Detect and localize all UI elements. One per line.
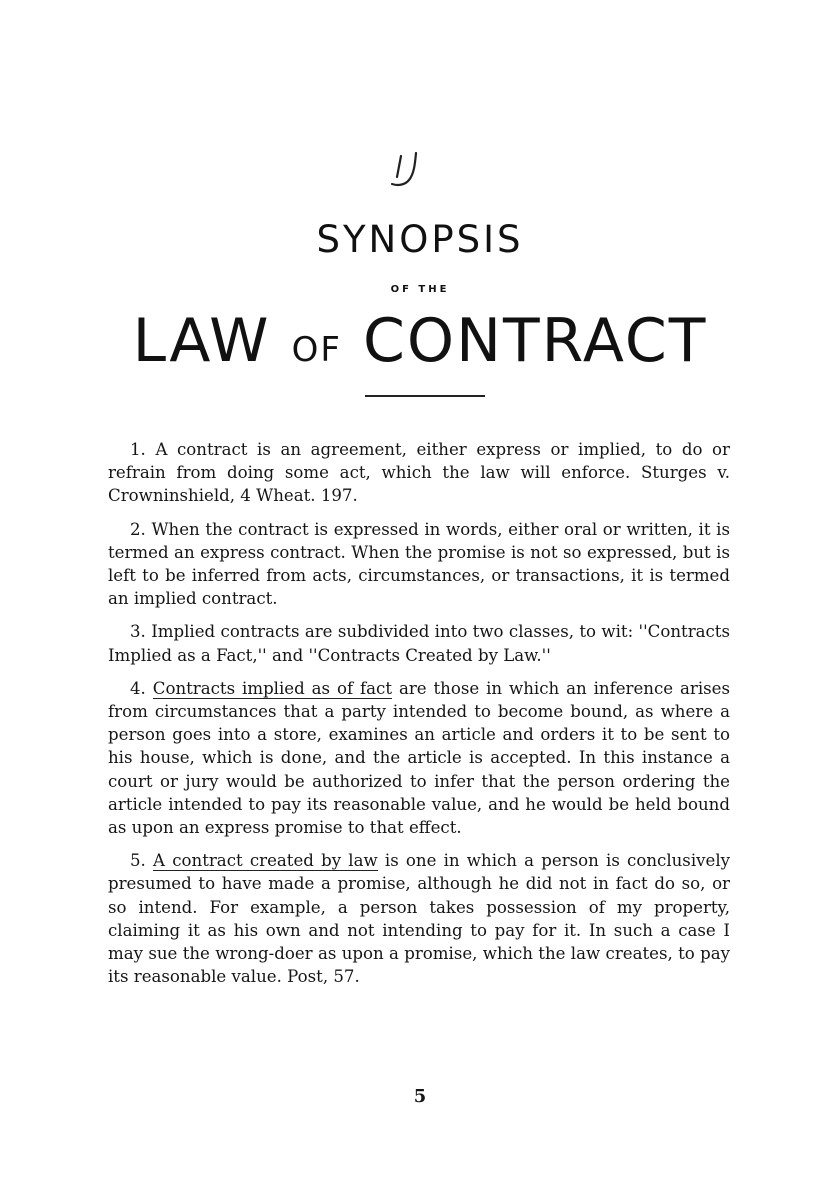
paragraph-number: 5. bbox=[130, 851, 146, 871]
paragraph-1 bbox=[108, 438, 730, 508]
paragraph-2 bbox=[108, 518, 730, 611]
underlined-term: Contracts implied as of fact bbox=[152, 678, 393, 698]
body-text bbox=[108, 438, 730, 998]
paragraph-text: are those in which an inference arises from circumstances that a party intended to become bound, as where a person goes into a store, examines an article and orders it to be sent to his house, which is done, and the article is accepted. In this instance a court or jury would be authorized to infer that the person ordering the article intended to pay its reasonable value, and he would be held bound as upon an express promise to that effect. bbox=[108, 678, 731, 838]
paragraph-text: When the contract is expressed in words, either oral or written, it is termed an express contract. When the promise is not so expressed, but is left to be inferred from acts, circumstances, or transactions, it is termed an implied contract. bbox=[108, 519, 730, 609]
underlined-term: A contract created by law bbox=[153, 851, 378, 871]
paragraph-number: 1. bbox=[130, 440, 146, 459]
paragraph-number: 3. bbox=[130, 622, 146, 642]
paragraph-text: A contract is an agreement, either express or implied, to do or refrain from doing some act, which the law will enforce. Sturges v. Crowninshield, 4 Wheat. 197. bbox=[108, 440, 730, 506]
paragraph-5 bbox=[108, 849, 730, 988]
paragraph-text: is one in which a person is conclusively presumed to have made a promise, although he did not in fact do so, or so intend. For example, a person takes possession of my property, claiming it as his own and not intending to pay for it. In such a case I may sue the wrong-doer as upon a promise, which the law creates, to pay its reasonable value. Post, 57. bbox=[108, 851, 731, 987]
title-of-the: OF THE bbox=[390, 284, 450, 295]
handwritten-mark-drawing bbox=[384, 150, 434, 190]
title-law-of-contract bbox=[0, 306, 840, 376]
title-contract: CONTRACT bbox=[362, 306, 708, 376]
paragraph-text: Implied contracts are subdivided into two classes, to wit: ''Contracts Implied as a Fact,'' and ''Contracts Created by Law.'' bbox=[108, 622, 730, 665]
paragraph-4 bbox=[108, 677, 730, 839]
paragraph-number: 4. bbox=[130, 678, 146, 698]
title-of: OF bbox=[291, 330, 342, 370]
title-synopsis: SYNOPSIS bbox=[316, 218, 524, 261]
paragraph-3 bbox=[108, 620, 730, 666]
title-divider bbox=[365, 395, 485, 397]
paragraph-number: 2. bbox=[130, 519, 146, 539]
handwritten-mark bbox=[384, 150, 434, 190]
title-law: LAW bbox=[132, 306, 271, 376]
page-number: 5 bbox=[413, 1086, 427, 1107]
